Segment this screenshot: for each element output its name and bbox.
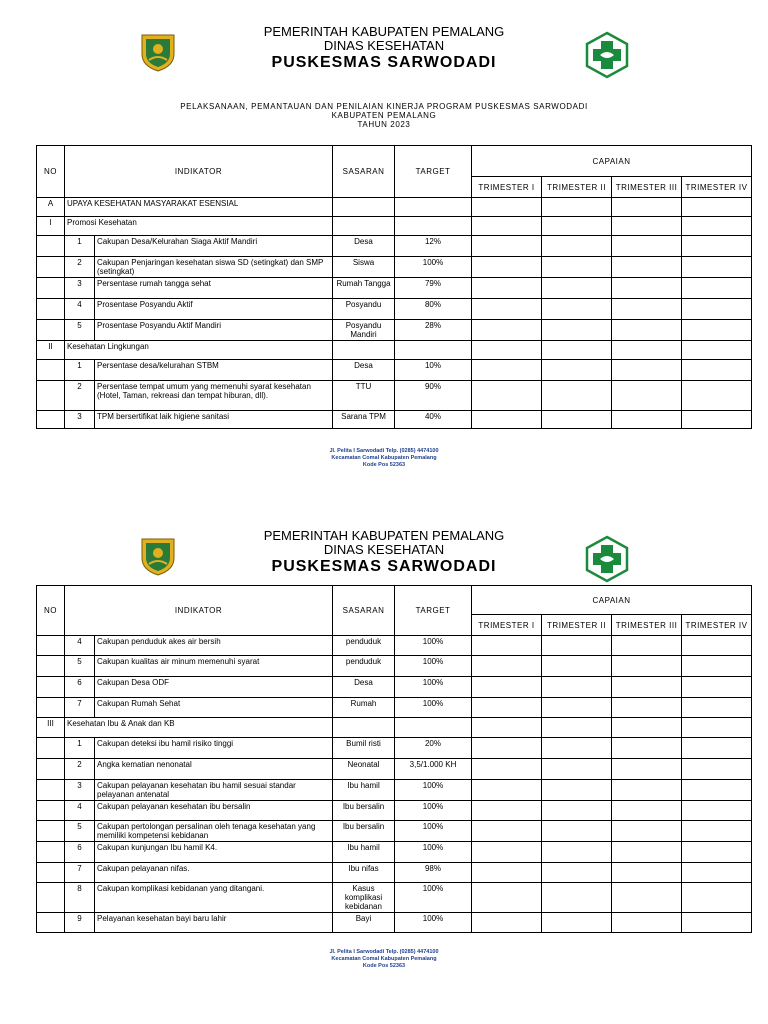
pemalang-emblem-icon <box>139 536 177 576</box>
col-trimester-1: TRIMESTER I <box>472 177 542 198</box>
pemalang-emblem-icon <box>139 32 177 72</box>
table-row: 1 Cakupan Desa/Kelurahan Siaga Aktif Mandiri Desa 12% <box>37 236 752 257</box>
col-no: NO <box>37 146 65 198</box>
col-trimester-3: TRIMESTER III <box>612 615 682 636</box>
table-row: 5 Prosentase Posyandu Aktif Mandiri Posyandu Mandiri 28% <box>37 320 752 341</box>
table-row: 4 Prosentase Posyandu Aktif Posyandu 80% <box>37 299 752 320</box>
footer-address: Jl. Pelita I Sarwodadi Telp. (0285) 4474100 Kecamatan Comal Kabupaten Pemalang Kode Pos 52363 <box>329 949 439 969</box>
group-row: III Kesehatan Ibu & Anak dan KB <box>37 718 752 738</box>
page-2 <box>0 528 768 969</box>
letterhead <box>0 529 768 589</box>
page-1 <box>0 24 768 468</box>
table-row: 5 Cakupan kualitas air minum memenuhi syarat penduduk 100% <box>37 656 752 677</box>
table-row: 5 Cakupan pertolongan persalinan oleh tenaga kesehatan yang memiliki kompetensi kebidanan Ibu bersalin 100% <box>37 821 752 842</box>
col-trimester-1: TRIMESTER I <box>472 615 542 636</box>
table-row: 3 Cakupan pelayanan kesehatan ibu hamil sesuai standar pelayanan antenatal Ibu hamil 100% <box>37 780 752 801</box>
col-trimester-2: TRIMESTER II <box>542 177 612 198</box>
col-trimester-4: TRIMESTER IV <box>682 615 752 636</box>
table-row: 1 Persentase desa/kelurahan STBM Desa 10% <box>37 360 752 381</box>
header-department: DINAS KESEHATAN <box>323 542 445 557</box>
table-row: 4 Cakupan pelayanan kesehatan ibu bersalin Ibu bersalin 100% <box>37 801 752 821</box>
table-row: 1 Cakupan deteksi ibu hamil risiko tinggi Bumil risti 20% <box>37 738 752 759</box>
performance-table-1 <box>36 145 752 429</box>
table-row: 7 Cakupan pelayanan nifas. Ibu nifas 98% <box>37 863 752 883</box>
header-government: PEMERINTAH KABUPATEN PEMALANG <box>263 24 505 39</box>
col-target: TARGET <box>395 146 472 198</box>
group-row: I Promosi Kesehatan <box>37 217 752 236</box>
puskesmas-cross-icon <box>583 31 631 79</box>
letterhead <box>0 25 768 85</box>
performance-table-2 <box>36 585 752 933</box>
group-row: II Kesehatan Lingkungan <box>37 341 752 360</box>
col-capaian: CAPAIAN <box>472 586 752 615</box>
table-row: 2 Cakupan Penjaringan kesehatan siswa SD (setingkat) dan SMP (setingkat) Siswa 100% <box>37 257 752 278</box>
table-row: 7 Cakupan Rumah Sehat Rumah 100% <box>37 698 752 718</box>
header-puskesmas: PUSKESMAS SARWODADI <box>271 54 497 71</box>
document-title: PELAKSANAAN, PEMANTAUAN DAN PENILAIAN KINERJA PROGRAM PUSKESMAS SARWODADI KABUPATEN PEMALANG TAHUN 2023 <box>180 102 588 129</box>
table-row: 2 Persentase tempat umum yang memenuhi syarat kesehatan (Hotel, Taman, rekreasi dan tempat hiburan, dll). TTU 90% <box>37 381 752 411</box>
col-capaian: CAPAIAN <box>472 146 752 177</box>
table-row: 3 Persentase rumah tangga sehat Rumah Tangga 79% <box>37 278 752 299</box>
col-target: TARGET <box>395 586 472 636</box>
col-trimester-2: TRIMESTER II <box>542 615 612 636</box>
col-sasaran: SASARAN <box>333 146 395 198</box>
col-no: NO <box>37 586 65 636</box>
table-row: 3 TPM bersertifikat laik higiene sanitasi Sarana TPM 40% <box>37 411 752 429</box>
footer-address: Jl. Pelita I Sarwodadi Telp. (0285) 4474100 Kecamatan Comal Kabupaten Pemalang Kode Pos 52363 <box>329 448 439 468</box>
header-government: PEMERINTAH KABUPATEN PEMALANG <box>263 528 505 543</box>
col-trimester-4: TRIMESTER IV <box>682 177 752 198</box>
header-department: DINAS KESEHATAN <box>323 38 445 53</box>
col-indikator: INDIKATOR <box>65 586 333 636</box>
puskesmas-cross-icon <box>583 535 631 583</box>
table-row: 4 Cakupan penduduk akes air bersih penduduk 100% <box>37 636 752 656</box>
col-indikator: INDIKATOR <box>65 146 333 198</box>
table-row: 6 Cakupan kunjungan Ibu hamil K4. Ibu hamil 100% <box>37 842 752 863</box>
table-row: 8 Cakupan komplikasi kebidanan yang ditangani. Kasus komplikasi kebidanan 100% <box>37 883 752 913</box>
table-row: 6 Cakupan Desa ODF Desa 100% <box>37 677 752 698</box>
table-row: 2 Angka kematian nenonatal Neonatal 3,5/1.000 KH <box>37 759 752 780</box>
col-trimester-3: TRIMESTER III <box>612 177 682 198</box>
header-puskesmas: PUSKESMAS SARWODADI <box>271 558 497 575</box>
table-row: 9 Pelayanan kesehatan bayi baru lahir Bayi 100% <box>37 913 752 933</box>
section-row: A UPAYA KESEHATAN MASYARAKAT ESENSIAL <box>37 198 752 217</box>
col-sasaran: SASARAN <box>333 586 395 636</box>
